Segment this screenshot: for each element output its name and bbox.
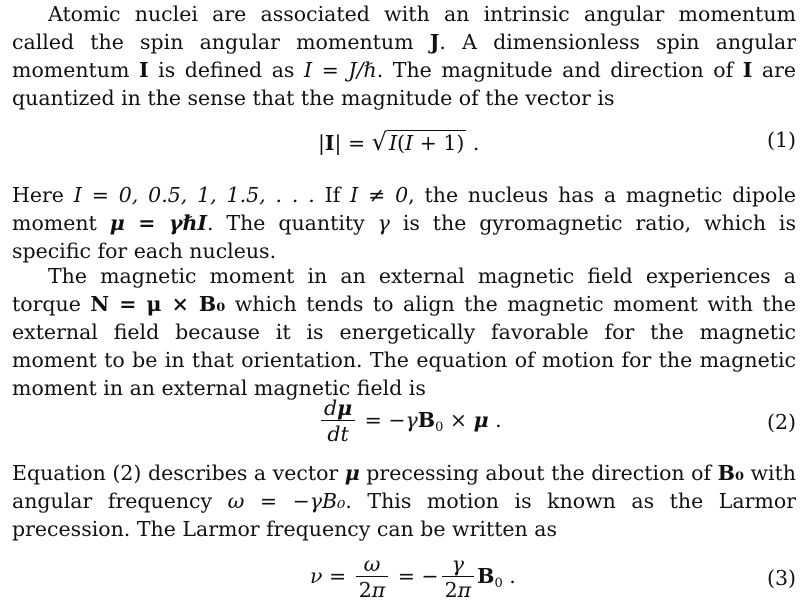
math-J: J bbox=[429, 30, 440, 54]
equation-2-body: $\frac{d\mu}{dt}$ = $-\gamma B_0 \times \mu$ . bbox=[318, 396, 502, 447]
equation-3-body: ν = $\frac{\omega}{2\pi}$ = − $\frac{\gamma}{2\pi}$ $B_0$ . bbox=[310, 552, 516, 602]
math-torque: N = μ × B₀ bbox=[90, 292, 226, 316]
equation-2 bbox=[12, 396, 796, 452]
math-I-values: I = 0, 0.5, 1, 1.5, . . . bbox=[73, 183, 315, 207]
equation-number-2: (2) bbox=[766, 410, 796, 434]
paragraph-4: Equation (2) describes a vector μ precessing about the direction of B₀ with angular frequency ω = −γB₀. This motion is known as the Larmor precession. The Larmor frequency can be written as bbox=[12, 461, 797, 541]
math-omega-definition: ω = −γB₀ bbox=[227, 489, 346, 513]
math-B0: B₀ bbox=[717, 461, 744, 485]
paragraph-1: Atomic nuclei are associated with an intrinsic angular momentum called the spin angular momentum J. A dimensionless spin angular momentum I is defined as I = J/ℏ. The magnitude and direction of I are quantized in the sense that the magnitude of the vector is bbox=[12, 2, 797, 110]
paragraph-3: The magnetic moment in an external magnetic field experiences a torque N = μ × B₀ which tends to align the magnetic moment with the external field because it is energetically favorable for the magnetic moment to be in that orientation. The equation of motion for the magnetic moment in an external magnetic field is bbox=[12, 264, 796, 400]
equation-1-body: |I| = √I(I + 1) . bbox=[318, 128, 480, 156]
equation-number-3: (3) bbox=[766, 566, 796, 590]
math-I-definition: I = J/ℏ bbox=[304, 58, 377, 82]
equation-number-1: (1) bbox=[766, 128, 796, 152]
math-gamma: γ bbox=[377, 211, 390, 235]
math-mu: μ bbox=[344, 461, 360, 485]
math-I-2: I bbox=[742, 58, 753, 82]
equation-1 bbox=[12, 128, 796, 160]
equation-3 bbox=[12, 552, 796, 608]
math-mu-definition: μ = γℏI bbox=[109, 211, 207, 235]
math-I-nonzero: I ≠ 0 bbox=[350, 183, 409, 207]
math-I: I bbox=[139, 58, 149, 82]
paragraph-2: Here I = 0, 0.5, 1, 1.5, . . . If I ≠ 0, the nucleus has a magnetic dipole moment μ = γℏI. The quantity γ is the gyromagnetic ratio, which is specific for each nucleus. bbox=[12, 183, 797, 263]
